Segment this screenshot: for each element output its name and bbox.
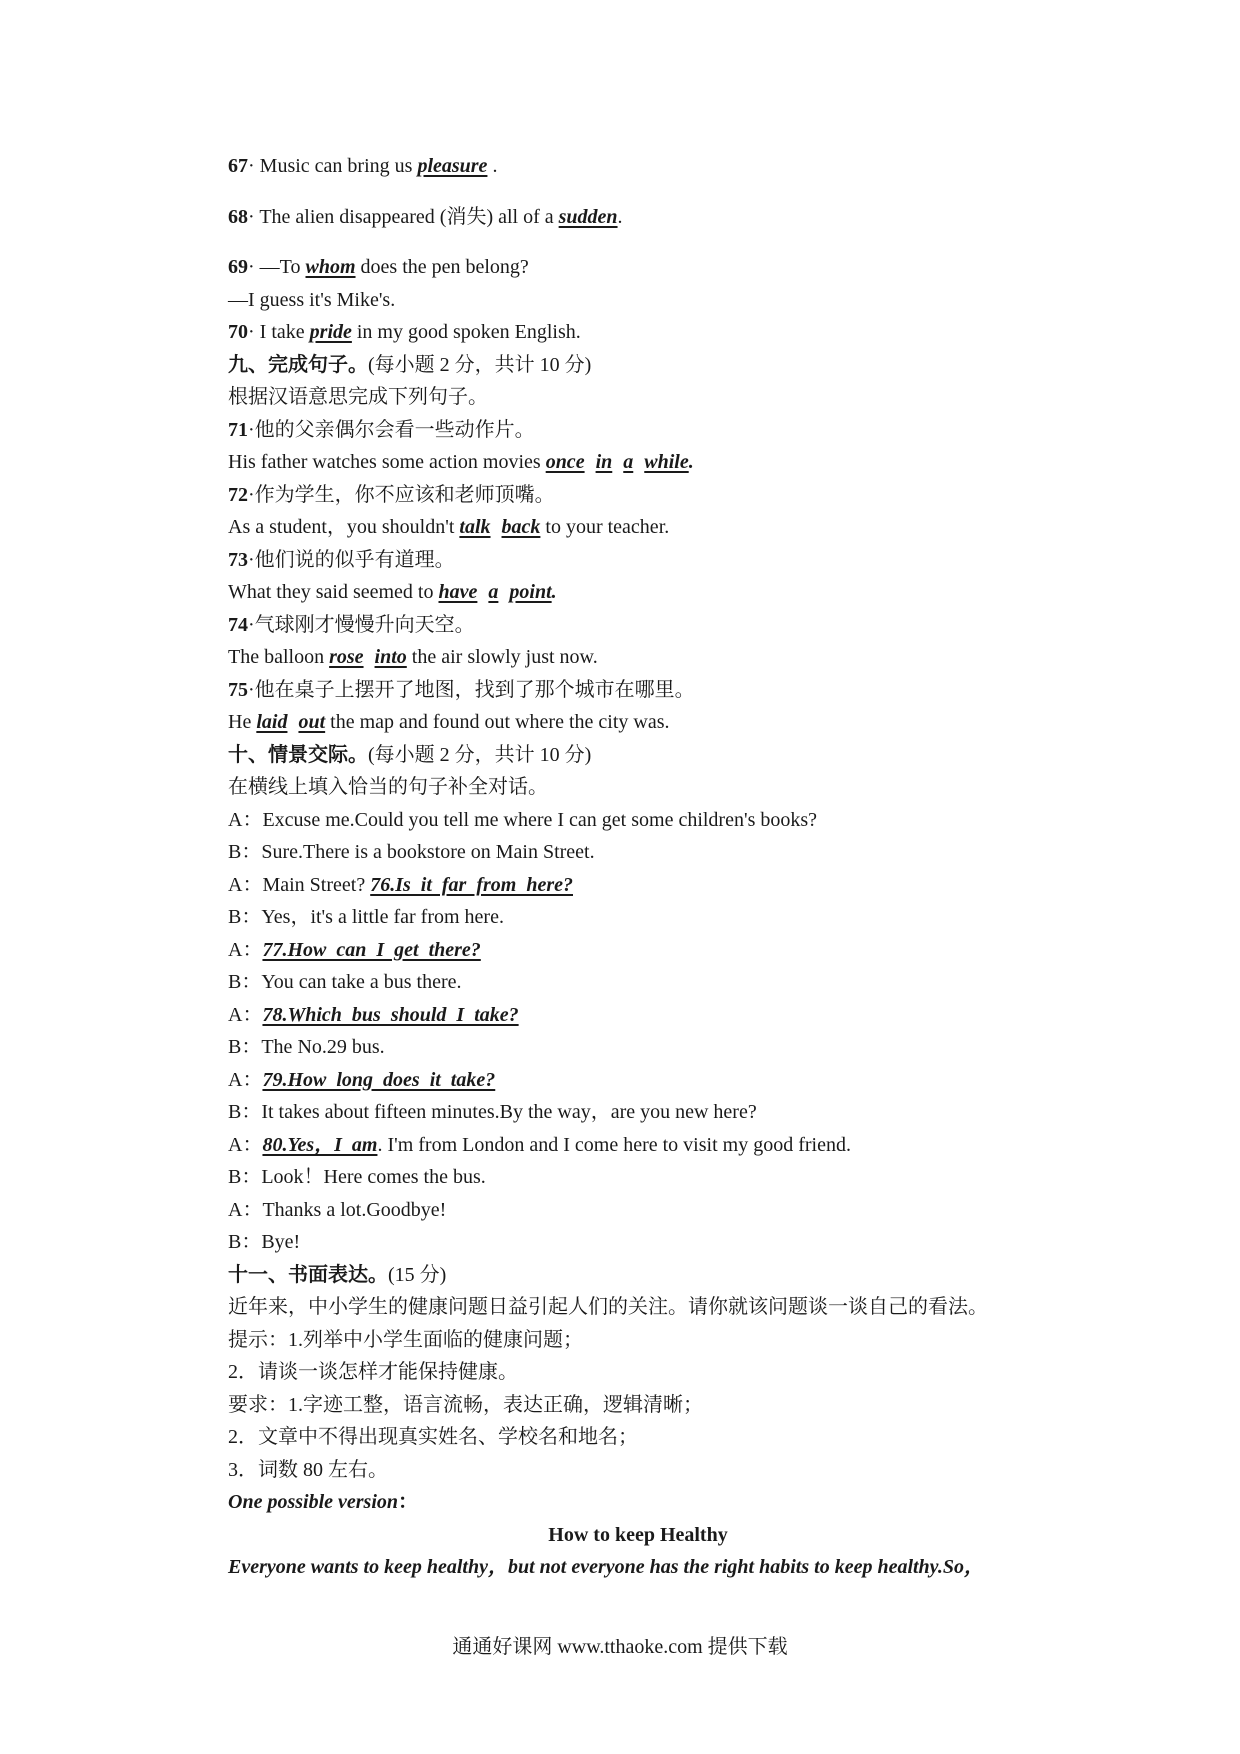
dialog-line: A：Main Street? 76.Is it far from here? bbox=[228, 873, 573, 896]
section-10-title: 十、情景交际。(每小题 2 分，共计 10 分) bbox=[228, 743, 592, 766]
question-72-english: As a student，you shouldn't talk back to your teacher. bbox=[228, 516, 670, 538]
question-number: 68 bbox=[228, 205, 248, 228]
dialog-line: A：Excuse me.Could you tell me where I can get some children's books? bbox=[228, 808, 818, 831]
question-69: 69· —To whom does the pen belong? bbox=[228, 256, 529, 278]
dialog-line: A：79.How long does it take? bbox=[228, 1068, 496, 1091]
question-67: 67· Music can bring us pleasure . bbox=[228, 155, 498, 177]
dialog-line: A：80.Yes，I am. I'm from London and I come here to visit my good friend. bbox=[228, 1133, 851, 1156]
question-68: 68· The alien disappeared (消失) all of a sudden. bbox=[228, 205, 623, 228]
question-number: 74 bbox=[228, 613, 248, 636]
section-11-tip-2: 2．请谈一谈怎样才能保持健康。 bbox=[228, 1361, 518, 1383]
essay-line: Everyone wants to keep healthy，but not everyone has the right habits to keep healthy.So， bbox=[228, 1556, 984, 1578]
dialog-line: B：Yes，it's a little far from here. bbox=[228, 906, 504, 928]
essay-title: How to keep Healthy bbox=[548, 1523, 728, 1546]
question-74-english: The balloon rose into the air slowly just now. bbox=[228, 646, 598, 668]
answer: 76.Is it far from here? bbox=[370, 873, 573, 896]
question-71-english: His father watches some action movies once in a while. bbox=[228, 451, 694, 473]
section-9-instruction: 根据汉语意思完成下列句子。 bbox=[228, 386, 488, 408]
question-70: 70· I take pride in my good spoken English. bbox=[228, 321, 581, 343]
dialog-line: B：You can take a bus there. bbox=[228, 971, 462, 993]
answer: 79.How long does it take? bbox=[262, 1068, 496, 1091]
version-label: One possible version： bbox=[228, 1491, 418, 1513]
answer: pleasure bbox=[417, 155, 488, 177]
document-body bbox=[228, 150, 1128, 1584]
section-11-req-3: 3．词数 80 左右。 bbox=[228, 1458, 388, 1481]
dialog-line: B：The No.29 bus. bbox=[228, 1036, 385, 1058]
dialog-line: B：Sure.There is a bookstore on Main Street. bbox=[228, 841, 595, 863]
question-71-chinese: 71·他的父亲偶尔会看一些动作片。 bbox=[228, 418, 535, 441]
dialog-line: B：Look！Here comes the bus. bbox=[228, 1166, 486, 1188]
section-11-req-1: 要求：1.字迹工整，语言流畅，表达正确，逻辑清晰； bbox=[228, 1393, 703, 1416]
section-11-prompt: 近年来，中小学生的健康问题日益引起人们的关注。请你就该问题谈一谈自己的看法。 bbox=[228, 1296, 988, 1318]
answer: 78.Which bus should I take? bbox=[262, 1003, 519, 1026]
question-74-chinese: 74·气球刚才慢慢升向天空。 bbox=[228, 613, 475, 636]
question-number: 70 bbox=[228, 321, 248, 343]
section-10-instruction: 在横线上填入恰当的句子补全对话。 bbox=[228, 776, 548, 798]
question-number: 75 bbox=[228, 678, 248, 701]
dialog-line: B：Bye! bbox=[228, 1231, 301, 1253]
answer: sudden bbox=[558, 205, 618, 228]
dialog-line: B：It takes about fifteen minutes.By the way，are you new here? bbox=[228, 1101, 757, 1123]
section-9-title: 九、完成句子。(每小题 2 分，共计 10 分) bbox=[228, 353, 592, 376]
section-11-req-2: 2．文章中不得出现真实姓名、学校名和地名； bbox=[228, 1426, 638, 1448]
question-72-chinese: 72·作为学生，你不应该和老师顶嘴。 bbox=[228, 483, 555, 506]
question-number: 71 bbox=[228, 418, 248, 441]
answer: 77.How can I get there? bbox=[262, 938, 481, 961]
answer: whom bbox=[305, 256, 356, 278]
dialog-line: A：Thanks a lot.Goodbye! bbox=[228, 1198, 447, 1221]
dialog-line: A：77.How can I get there? bbox=[228, 938, 481, 961]
question-number: 69 bbox=[228, 256, 248, 278]
question-75-chinese: 75·他在桌子上摆开了地图，找到了那个城市在哪里。 bbox=[228, 678, 695, 701]
section-11-tip-1: 提示：1.列举中小学生面临的健康问题； bbox=[228, 1328, 583, 1351]
section-11-title: 十一、书面表达。(15 分) bbox=[228, 1263, 447, 1286]
answer: pride bbox=[309, 321, 352, 343]
answer: 80.Yes，I am bbox=[262, 1133, 378, 1156]
question-number: 73 bbox=[228, 548, 248, 571]
question-73-english: What they said seemed to have a point. bbox=[228, 581, 557, 603]
question-73-chinese: 73·他们说的似乎有道理。 bbox=[228, 548, 455, 571]
dialog-line: A：78.Which bus should I take? bbox=[228, 1003, 519, 1026]
question-75-english: He laid out the map and found out where the city was. bbox=[228, 711, 670, 733]
footer-credit: 通通好课网 www.tthaoke.com 提供下载 bbox=[452, 1636, 788, 1658]
question-number: 72 bbox=[228, 483, 248, 506]
question-69-reply: —I guess it's Mike's. bbox=[228, 288, 396, 311]
question-number: 67 bbox=[228, 155, 248, 177]
